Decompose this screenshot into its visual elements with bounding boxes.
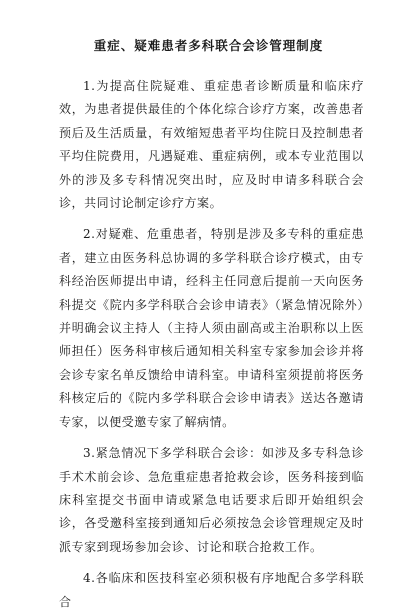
paragraph-1: 1.为提高住院疑难、重症患者诊断质量和临床疗效，为患者提供最佳的个体化综合诊疗方案，改善患者预后及生活质量，有效缩短患者平均住院日及控制患者平均住院费用，凡遇疑难、重症病例，或本专业范围以外的涉及多专科情况突出时，应及时申请多科联合会诊，共同讨论制定诊疗方案。 [59, 79, 364, 211]
paragraph-3: 3.紧急情况下多学科联合会诊：如涉及多专科急诊手术术前会诊、急危重症患者抢救会诊，医务科接到临床科室提交书面申请或紧急电话要求后即开始组织会诊，各受邀科室接到通知后必须按急会诊管理规定及时派专家到现场参加会诊、讨论和联合抢救工作。 [59, 446, 364, 554]
document-title: 重症、疑难患者多科联合会诊管理制度 [93, 38, 324, 53]
document-body [59, 75, 364, 614]
paragraph-2: 2.对疑难、危重患者，特别是涉及多专科的重症患者，建立由医务科总协调的多学科联合诊疗模式，由专科经治医师提出申请，经科主任同意后提前一天向医务科提交《院内多学科联合会诊申请表》（紧急情况除外）并明确会议主持人（主持人须由副高或主治职称以上医师担任）医务科审核后通知相关科室专家参加会诊并将会诊专家名单反馈给申请科室。申请科室须提前将医务科核定后的《院内多学科联合会诊申请表》送达各邀请专家，以便受邀专家了解病情。 [59, 227, 364, 429]
paragraph-4: 4.各临床和医技科室必须积极有序地配合多学科联合 [59, 571, 364, 609]
